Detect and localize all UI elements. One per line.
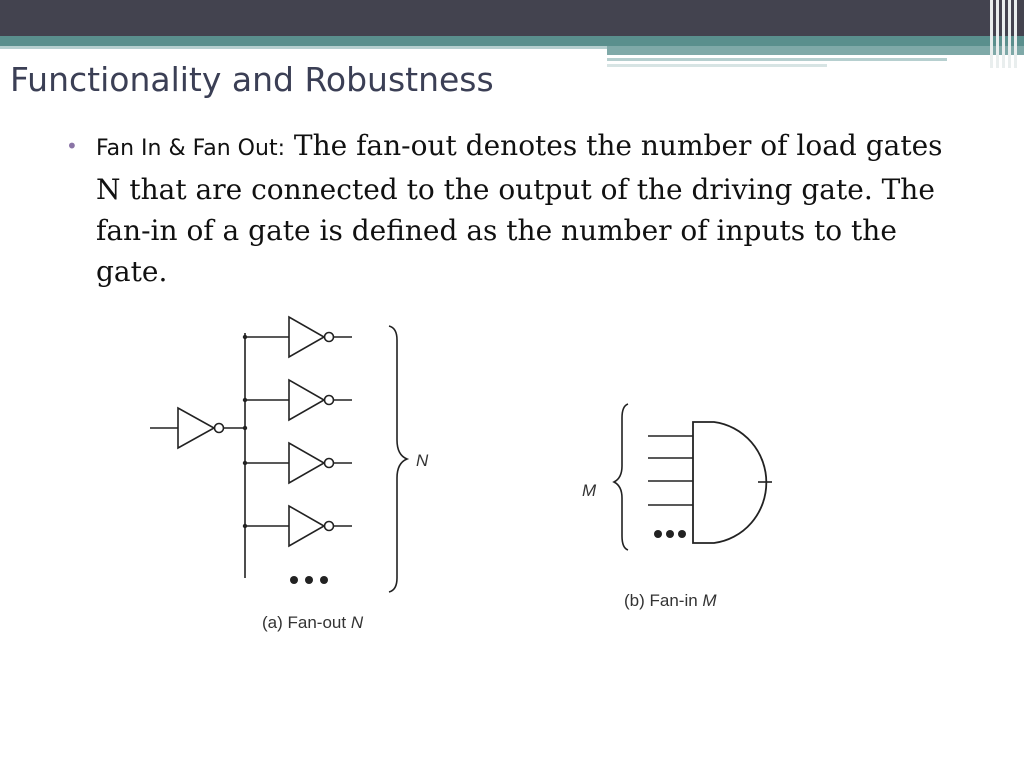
driver-inverter-icon: [178, 408, 224, 448]
fanin-diagram: [582, 404, 772, 610]
brace-icon: [614, 404, 628, 550]
ellipsis-icon: [290, 576, 328, 584]
bullet-body: The fan-out denotes the number of load gates N that are connected to the output of the driving gate. The fan-in of a gate is defined as the number of inputs to the gate.: [96, 129, 943, 288]
bullet-dot-icon: •: [66, 134, 78, 158]
ellipsis-icon: [654, 530, 686, 538]
fanin-caption: (b) Fan-in M: [624, 591, 717, 610]
brace-label-n: N: [416, 451, 429, 470]
fanout-caption: (a) Fan-out N: [262, 613, 364, 632]
load-inverter-icon: [243, 506, 352, 546]
bullet-term: Fan In & Fan Out:: [96, 136, 285, 161]
fanout-diagram: [150, 317, 429, 632]
load-inverter-icon: [243, 317, 352, 357]
slide-title: Functionality and Robustness: [10, 60, 494, 99]
load-inverter-icon: [243, 380, 352, 420]
load-inverter-icon: [243, 443, 352, 483]
brace-label-m: M: [582, 481, 597, 500]
brace-icon: [389, 326, 407, 592]
and-gate-icon: [693, 422, 766, 543]
